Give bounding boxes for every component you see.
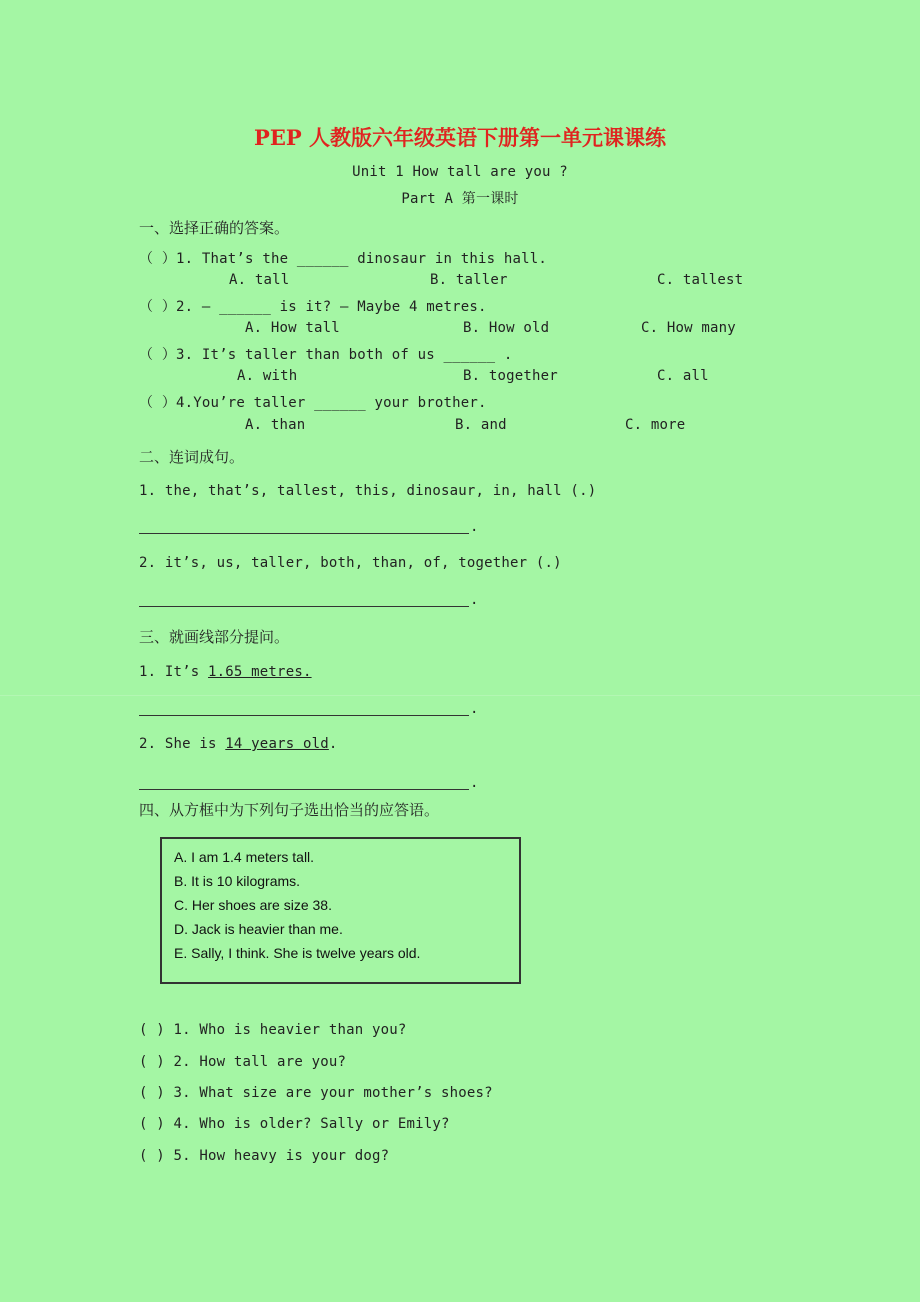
- match-question-1: ( ) 1. Who is heavier than you?: [139, 1022, 407, 1038]
- question-sentence-1: [139, 664, 312, 680]
- underlined-phrase: 14 years old: [225, 736, 329, 752]
- option-a: A. I am 1.4 meters tall.: [174, 849, 315, 865]
- section3-heading: 三、就画线部分提问。: [139, 628, 290, 646]
- answer-line-period: .: [470, 701, 479, 717]
- question-2-option-b: B. How old: [463, 320, 550, 336]
- match-question-4: ( ) 4. Who is older? Sally or Emily?: [139, 1116, 450, 1132]
- question-3-option-c: C. all: [657, 368, 709, 384]
- reorder-item-2: 2. it’s, us, taller, both, than, of, together (.): [139, 555, 562, 571]
- match-question-2: ( ) 2. How tall are you?: [139, 1054, 347, 1070]
- answer-line: [139, 715, 469, 716]
- answer-line: [139, 789, 469, 790]
- question-3-option-b: B. together: [463, 368, 558, 384]
- sentence-prefix: 1. It’s: [139, 664, 209, 680]
- match-question-3: ( ) 3. What size are your mother’s shoes?: [139, 1085, 493, 1101]
- answer-line: [139, 606, 469, 607]
- page-title: PEP 人教版六年级英语下册第一单元课课练: [254, 125, 666, 150]
- options-box: [160, 837, 521, 984]
- question-4-option-c: C. more: [625, 417, 686, 433]
- part-subtitle: Part A 第一课时: [401, 191, 519, 207]
- answer-line-period: .: [470, 519, 479, 535]
- match-question-5: ( ) 5. How heavy is your dog?: [139, 1148, 390, 1164]
- option-c: C. Her shoes are size 38.: [174, 897, 332, 913]
- section4-heading: 四、从方框中为下列句子选出恰当的应答语。: [139, 801, 440, 819]
- question-2-stem: （ ）2. — ______ is it? — Maybe 4 metres.: [139, 299, 487, 315]
- question-1-option-b: B. taller: [430, 272, 508, 288]
- question-4-option-b: B. and: [455, 417, 507, 433]
- question-2-option-c: C. How many: [641, 320, 736, 336]
- sentence-suffix: .: [328, 736, 338, 752]
- question-sentence-2: [139, 736, 337, 752]
- reorder-item-1: 1. the, that’s, tallest, this, dinosaur, in, hall (.): [139, 483, 597, 499]
- question-2-option-a: A. How tall: [245, 320, 340, 336]
- question-1-stem: （ ）1. That’s the ______ dinosaur in this hall.: [139, 251, 548, 267]
- underlined-phrase: 1.65 metres.: [208, 664, 312, 680]
- divider: [0, 695, 920, 696]
- question-1-option-c: C. tallest: [657, 272, 744, 288]
- question-3-stem: （ ）3. It’s taller than both of us ______ .: [139, 347, 513, 363]
- question-4-stem: （ ）4.You’re taller ______ your brother.: [139, 395, 487, 411]
- section2-heading: 二、连词成句。: [139, 448, 245, 466]
- question-4-option-a: A. than: [245, 417, 306, 433]
- question-1-option-a: A. tall: [229, 272, 290, 288]
- option-d: D. Jack is heavier than me.: [174, 921, 343, 937]
- answer-line-period: .: [470, 775, 479, 791]
- option-e: E. Sally, I think. She is twelve years old.: [174, 945, 421, 961]
- answer-line-period: .: [470, 592, 479, 608]
- section1-heading: 一、选择正确的答案。: [139, 219, 290, 237]
- option-b: B. It is 10 kilograms.: [174, 873, 301, 889]
- answer-line: [139, 533, 469, 534]
- sentence-prefix: 2. She is: [139, 736, 226, 752]
- unit-subtitle: Unit 1 How tall are you ?: [352, 164, 568, 180]
- question-3-option-a: A. with: [237, 368, 298, 384]
